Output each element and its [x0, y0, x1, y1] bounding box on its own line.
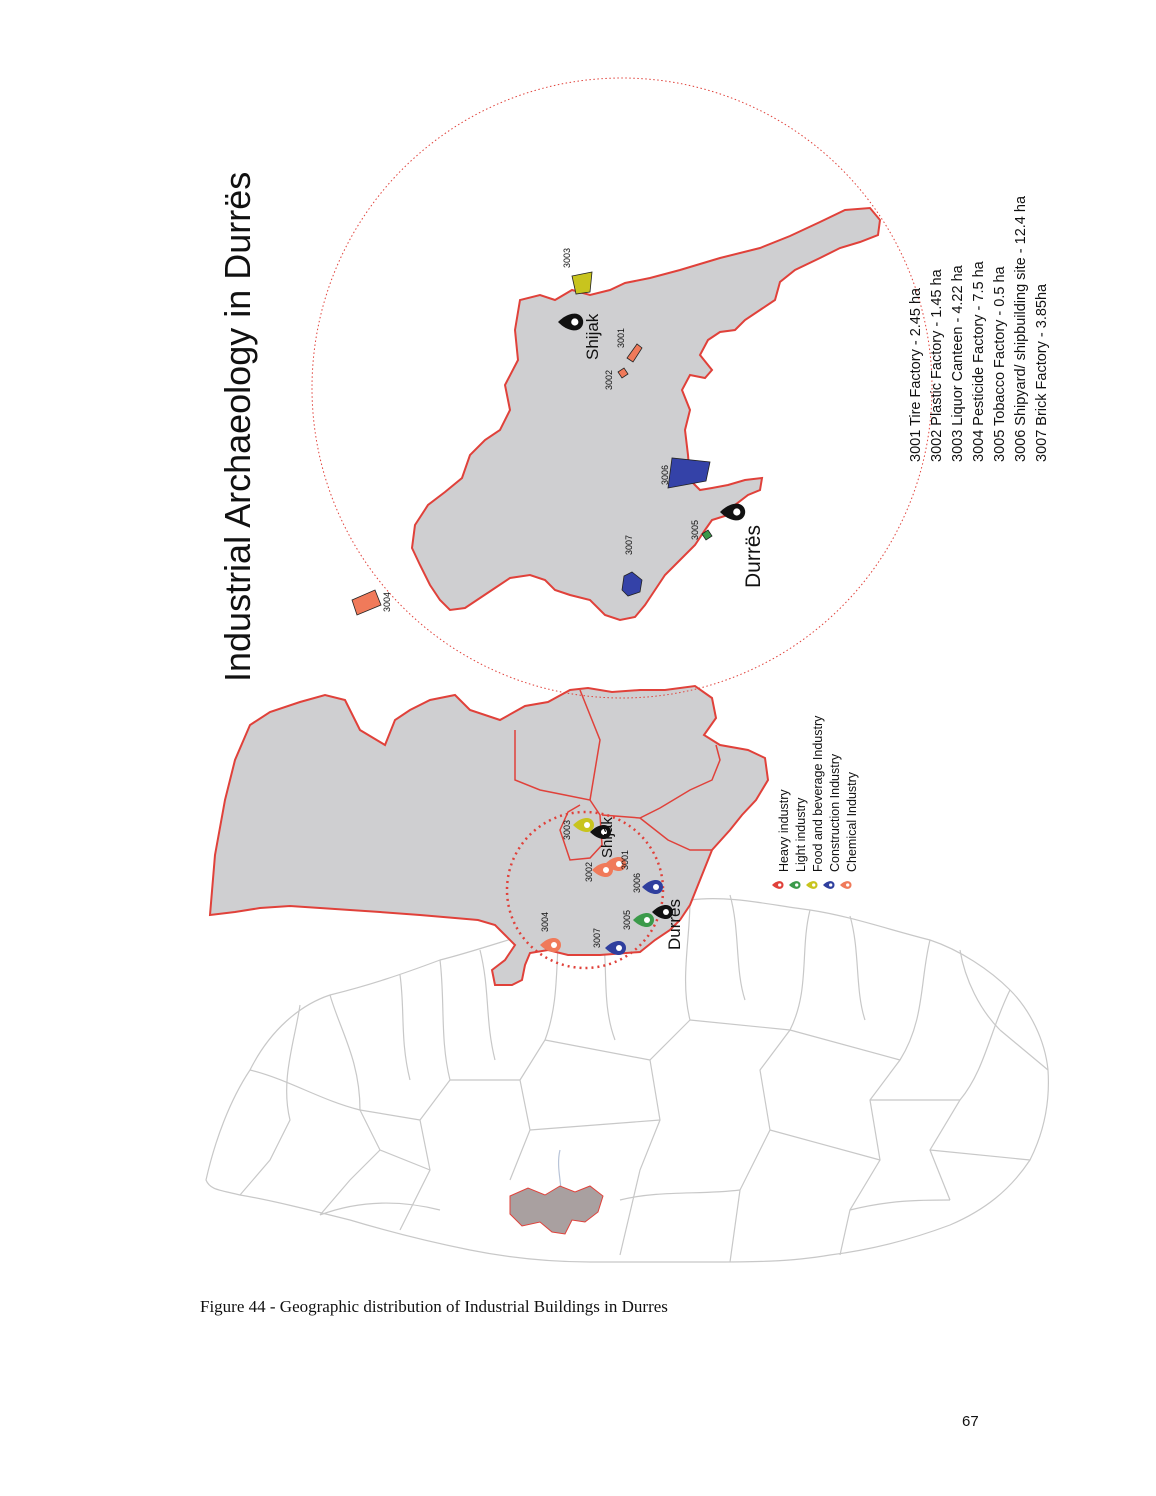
site-3003-shape	[572, 272, 592, 294]
site-label: 3001	[616, 327, 626, 348]
page-number: 67	[962, 1413, 979, 1430]
site-list-item: 3004 Pesticide Factory - 7.5 ha	[971, 261, 987, 462]
figure-caption: Figure 44 - Geographic distribution of Industrial Buildings in Durres	[200, 1297, 668, 1316]
map-title: Industrial Archaeology in Durrës	[217, 171, 258, 682]
site-list-item: 3001 Tire Factory - 2.45 ha	[908, 287, 924, 462]
legend-label-light: Light industry	[794, 797, 808, 872]
site-label: 3002	[604, 369, 614, 390]
site-label: 3007	[624, 534, 634, 555]
city-label-durres-small: Durrës	[665, 898, 684, 950]
city-label-shijak-small: Shijak	[599, 817, 616, 858]
site-label: 3003	[562, 247, 572, 268]
site-label: 3005	[690, 519, 700, 540]
site-label: 3004	[540, 911, 550, 932]
site-label: 3004	[382, 591, 392, 612]
site-list-item: 3006 Shipyard/ shipbuilding site - 12.4 ha	[1013, 195, 1029, 462]
site-list-item: 3007 Brick Factory - 3.85ha	[1034, 283, 1050, 462]
site-label: 3002	[584, 861, 594, 882]
city-label-durres: Durrës	[742, 524, 765, 588]
site-label: 3006	[632, 872, 642, 893]
site-list-item: 3003 Liquor Canteen - 4.22 ha	[950, 265, 966, 462]
city-label-shijak: Shijak	[583, 313, 602, 360]
legend-label-heavy: Heavy industry	[777, 789, 791, 872]
legend-label-food: Food and beverage Industry	[811, 715, 825, 872]
legend-label-construction: Construction Industry	[828, 753, 842, 872]
site-label: 3006	[660, 464, 670, 485]
site-label: 3007	[592, 927, 602, 948]
site-label: 3005	[622, 909, 632, 930]
site-list-item: 3005 Tobacco Factory - 0.5 ha	[992, 266, 1008, 462]
site-list-item: 3002 Plastic Factory - 1.45 ha	[929, 269, 945, 462]
site-label: 3003	[562, 819, 572, 840]
site-label: 3001	[620, 849, 630, 870]
legend-label-chemical: Chemical Industry	[845, 771, 859, 872]
